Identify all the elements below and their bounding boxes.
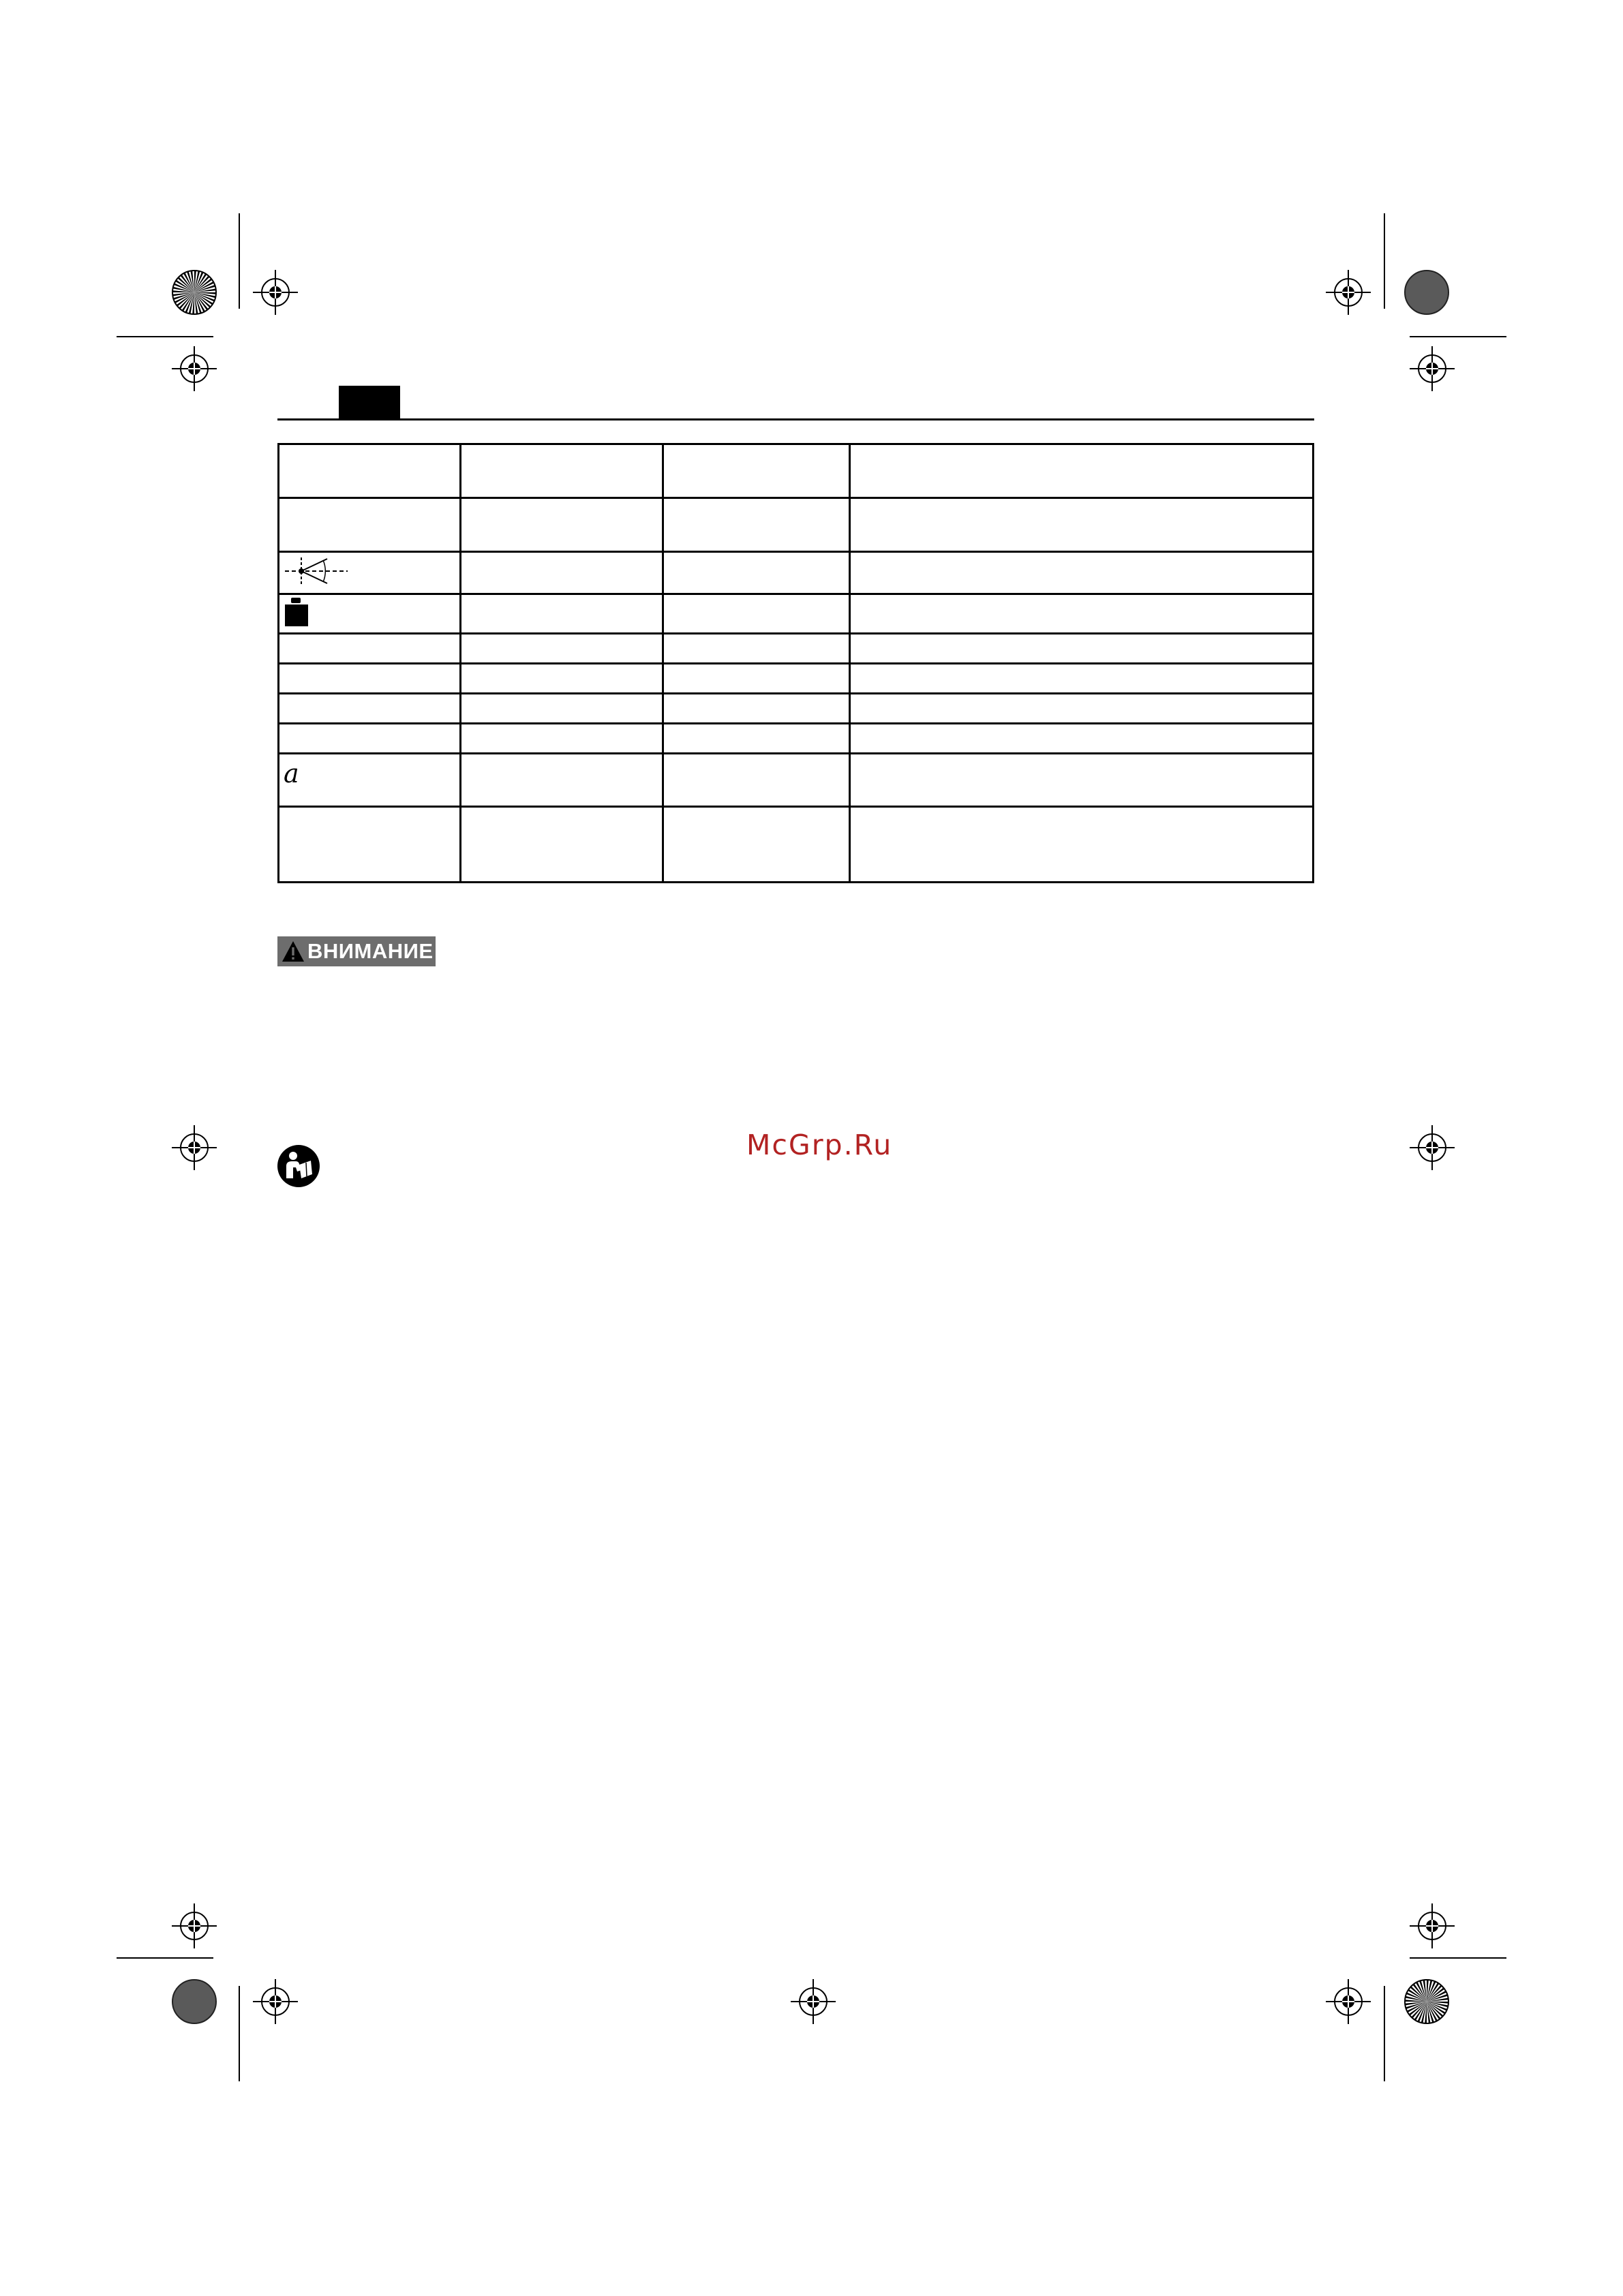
table-cell <box>279 807 461 883</box>
table-cell <box>663 664 850 694</box>
table-row <box>279 552 1314 594</box>
table-cell <box>279 594 461 634</box>
table-cell <box>663 552 850 594</box>
table-cell <box>461 498 663 552</box>
table-cell <box>279 498 461 552</box>
table-cell <box>850 754 1314 807</box>
watermark: McGrp.Ru <box>746 1129 893 1161</box>
table-row <box>279 634 1314 664</box>
table-cell <box>850 498 1314 552</box>
table-cell <box>461 754 663 807</box>
grey-disc-mark-top-right <box>1404 270 1449 315</box>
table-row <box>279 594 1314 634</box>
crop-line <box>239 213 240 309</box>
warning-label: ВНИМАНИЕ <box>307 939 434 963</box>
table-cell <box>850 694 1314 724</box>
crosshair-mark <box>1326 270 1371 315</box>
vibration-a-symbol: a <box>284 759 299 789</box>
table-row <box>279 694 1314 724</box>
read-manual-icon <box>277 1144 320 1188</box>
table-cell <box>461 444 663 498</box>
crosshair-mark <box>1326 1979 1371 2024</box>
table-cell <box>850 724 1314 754</box>
table-cell <box>461 594 663 634</box>
crop-line <box>117 336 213 337</box>
crop-line <box>1384 1986 1385 2081</box>
table-cell <box>663 444 850 498</box>
table-cell <box>279 634 461 664</box>
table-cell <box>850 552 1314 594</box>
warning-badge <box>277 936 436 966</box>
table-cell <box>663 754 850 807</box>
table-cell <box>663 724 850 754</box>
angle-symbol-icon <box>284 553 349 589</box>
table-cell <box>461 552 663 594</box>
crosshair-mark <box>253 1979 298 2024</box>
table-cell <box>663 634 850 664</box>
table-cell <box>279 552 461 594</box>
table-cell <box>663 807 850 883</box>
warning-triangle-icon <box>282 940 305 963</box>
table-cell <box>663 498 850 552</box>
spec-table <box>277 443 1314 883</box>
starburst-mark-bottom-right <box>1404 1979 1449 2024</box>
table-cell <box>461 664 663 694</box>
table-cell <box>850 594 1314 634</box>
crosshair-mark <box>1410 346 1455 391</box>
table-row <box>279 498 1314 552</box>
crosshair-mark <box>791 1979 836 2024</box>
table-cell <box>461 634 663 664</box>
crop-line <box>117 1957 213 1959</box>
table-cell <box>279 664 461 694</box>
table-cell <box>279 444 461 498</box>
table-cell <box>663 694 850 724</box>
table-row <box>279 664 1314 694</box>
table-cell <box>850 664 1314 694</box>
table-cell <box>279 724 461 754</box>
crosshair-mark <box>172 1125 217 1170</box>
table-cell <box>279 754 461 807</box>
crosshair-mark <box>1410 1903 1455 1948</box>
crosshair-mark <box>172 346 217 391</box>
crosshair-mark <box>172 1903 217 1948</box>
table-cell <box>461 807 663 883</box>
table-row <box>279 444 1314 498</box>
table-cell <box>850 634 1314 664</box>
crosshair-mark <box>253 270 298 315</box>
crop-line <box>1410 336 1506 337</box>
crop-line <box>1410 1957 1506 1959</box>
weight-symbol-icon <box>284 596 311 628</box>
starburst-mark-top-left <box>172 270 217 315</box>
table-cell <box>663 594 850 634</box>
table-cell <box>279 694 461 724</box>
table-cell <box>850 807 1314 883</box>
table-row <box>279 724 1314 754</box>
crop-line <box>1384 213 1385 309</box>
table-cell <box>850 444 1314 498</box>
table-cell <box>461 724 663 754</box>
crop-line <box>239 1986 240 2081</box>
table-cell <box>461 694 663 724</box>
table-row <box>279 807 1314 883</box>
grey-disc-mark-bottom-left <box>172 1979 217 2024</box>
header-rule <box>277 418 1314 420</box>
crosshair-mark <box>1410 1125 1455 1170</box>
language-tab <box>339 386 400 420</box>
table-row <box>279 754 1314 807</box>
